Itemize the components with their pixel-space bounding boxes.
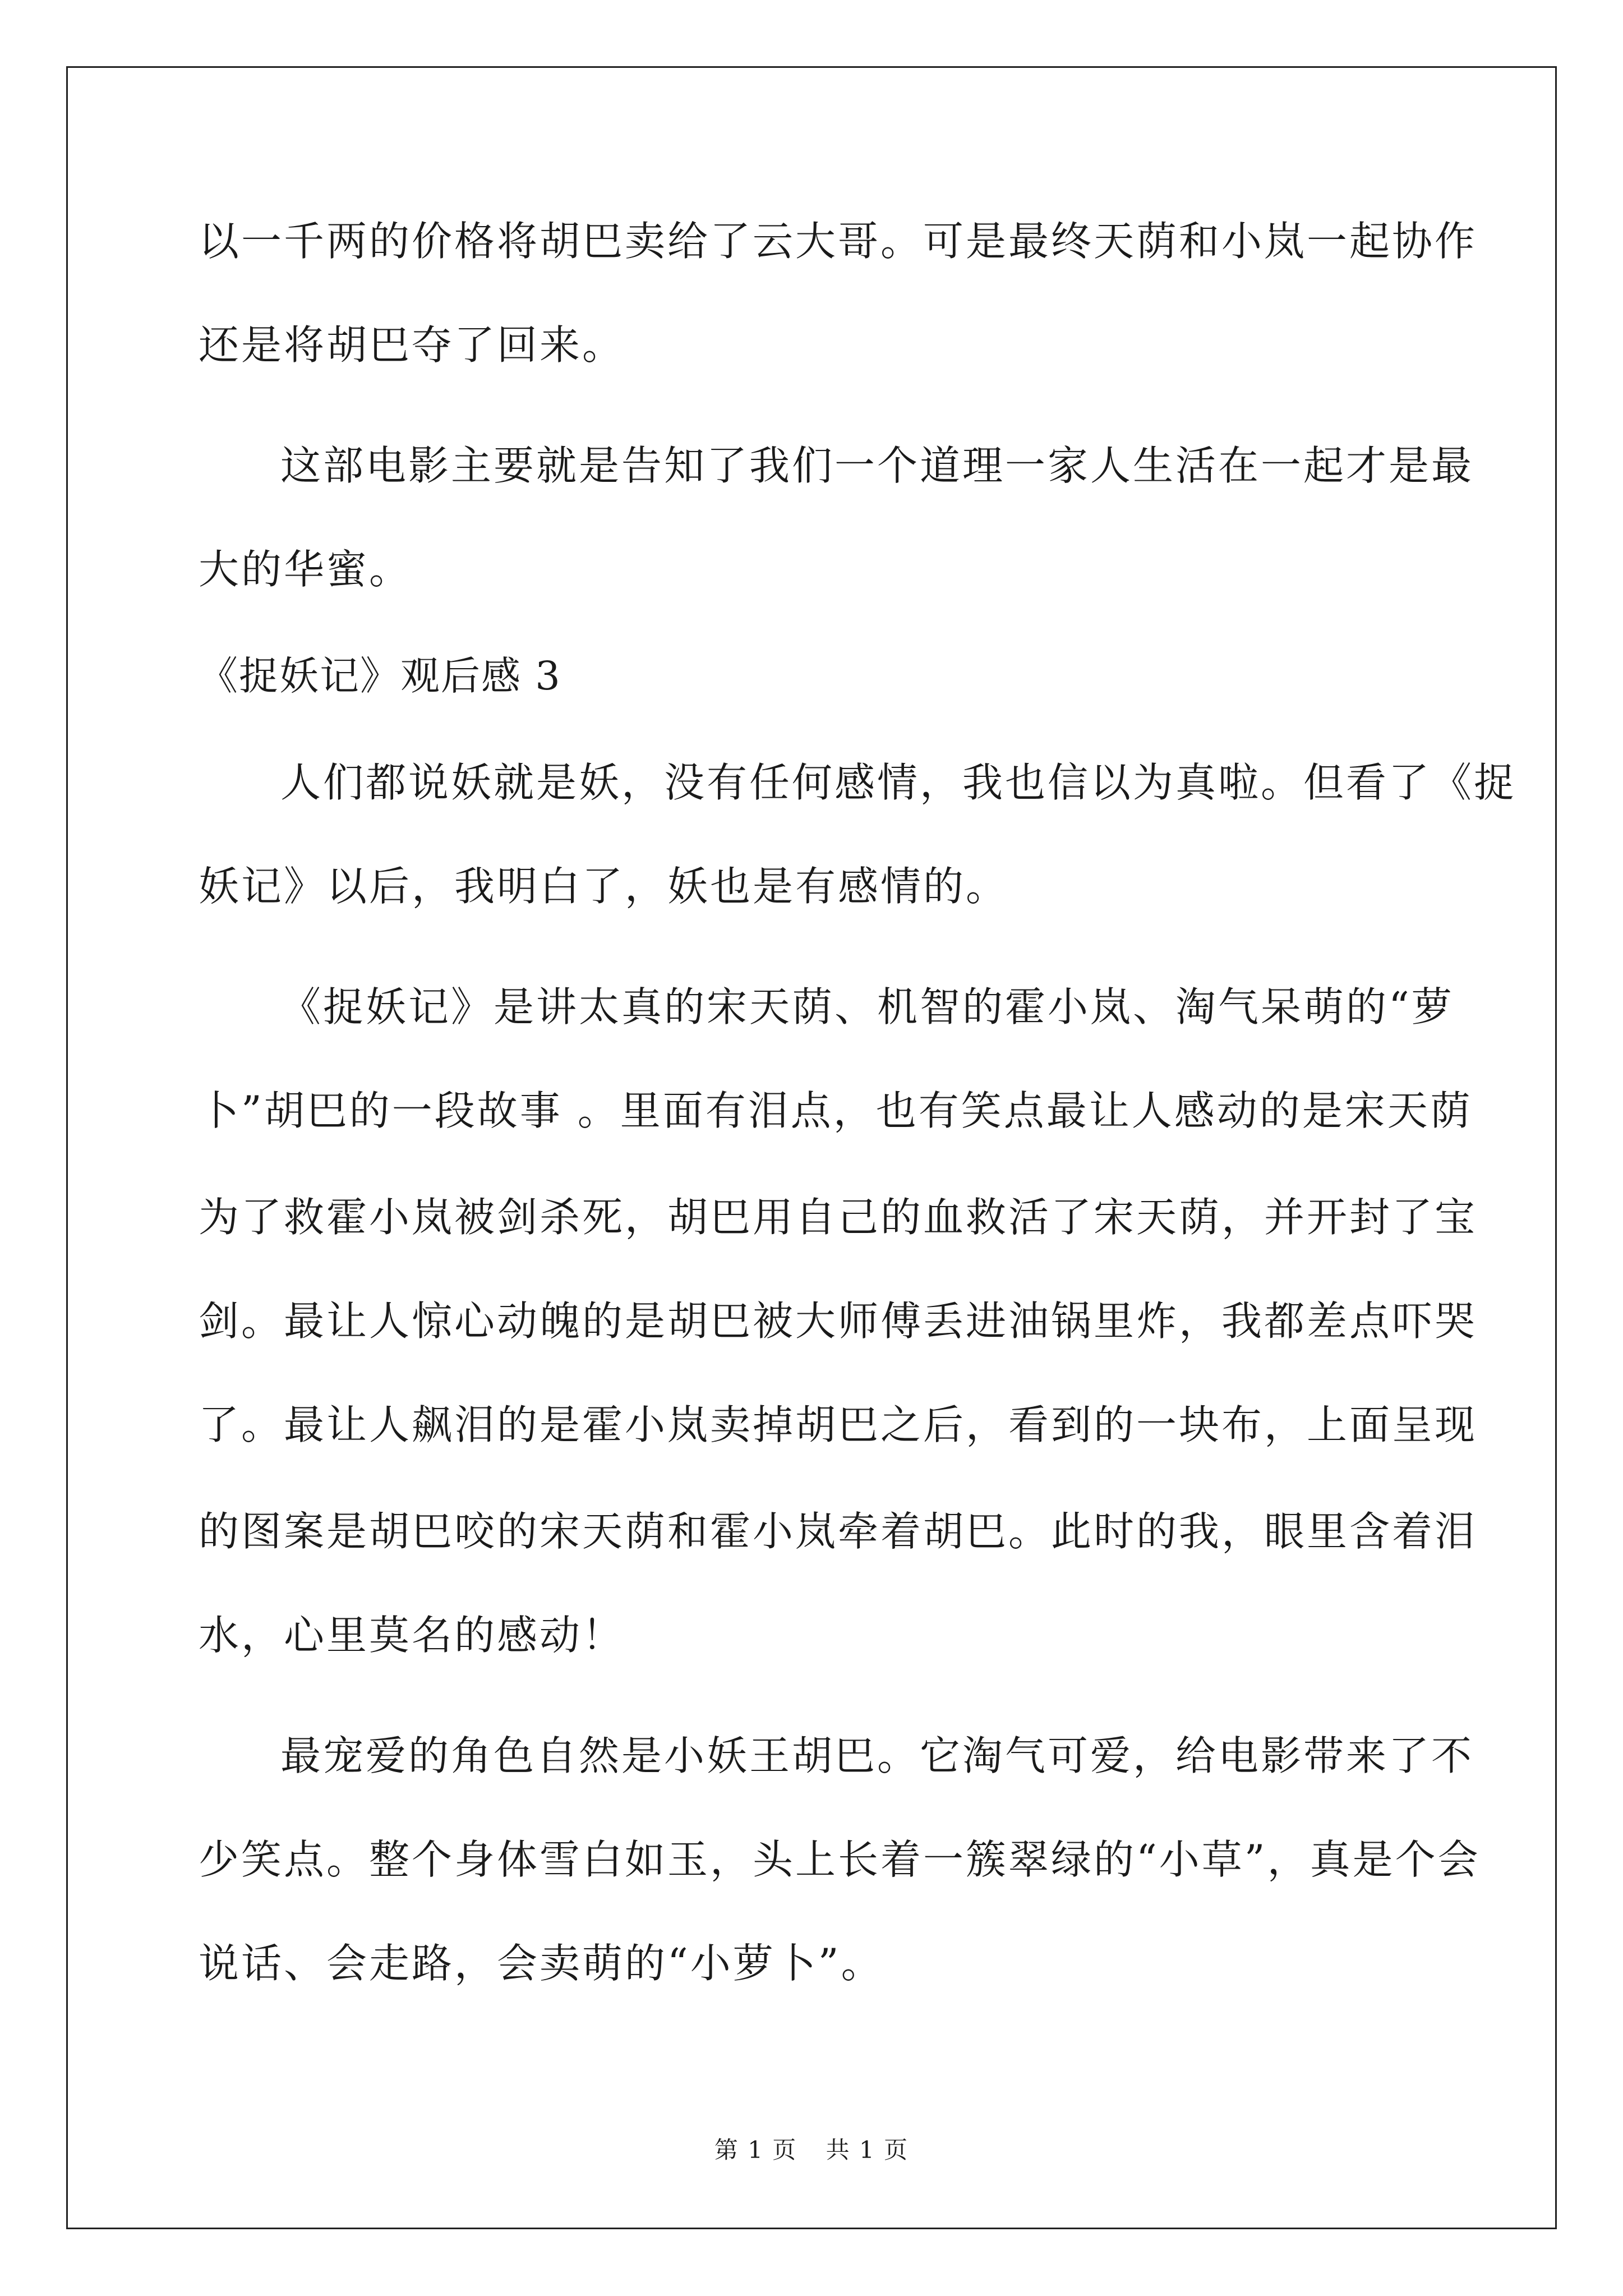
text-line: 《捉妖记》是讲太真的宋天荫、机智的霍小岚、淘气呆萌的“萝 [280, 983, 1454, 1030]
text-line: 人们都说妖就是妖，没有任何感情，我也信以为真啦。但看了《捉 [280, 759, 1517, 806]
text-line: 还是将胡巴夺了回来。 [199, 321, 625, 369]
text-line: 为了救霍小岚被剑杀死，胡巴用自己的血救活了宋天荫，并开封了宝 [199, 1194, 1478, 1241]
text-line: 剑。最让人惊心动魄的是胡巴被大师傅丢进油锅里炸，我都差点吓哭 [199, 1297, 1478, 1345]
text-line: 的图案是胡巴咬的宋天荫和霍小岚牵着胡巴。此时的我，眼里含着泪 [199, 1508, 1478, 1555]
section-heading: 《捉妖记》观后感 3 [199, 653, 561, 699]
text-line: 了。最让人飙泪的是霍小岚卖掉胡巴之后，看到的一块布，上面呈现 [199, 1401, 1478, 1448]
text-line: 少笑点。整个身体雪白如玉，头上长着一簇翠绿的“小草”，真是个会 [199, 1836, 1481, 1883]
text-line: 水，心里莫名的感动！ [199, 1612, 625, 1659]
page-frame [66, 66, 1557, 2229]
text-line: 大的华蜜。 [199, 546, 412, 593]
page-number: 第 1 页 [714, 2136, 797, 2164]
page-footer [0, 2132, 1623, 2165]
text-line: 说话、会走路，会卖萌的“小萝卜”。 [199, 1940, 884, 1987]
text-line: 卜”胡巴的一段故事 。里面有泪点，也有笑点最让人感动的是宋天荫 [199, 1087, 1473, 1134]
text-line: 妖记》以后，我明白了，妖也是有感情的。 [199, 863, 1009, 910]
text-line: 最宠爱的角色自然是小妖王胡巴。它淘气可爱，给电影带来了不 [280, 1732, 1474, 1779]
text-line: 以一千两的价格将胡巴卖给了云大哥。可是最终天荫和小岚一起协作 [199, 218, 1478, 265]
text-line: 这部电影主要就是告知了我们一个道理一家人生活在一起才是最 [280, 442, 1474, 489]
page-total: 共 1 页 [826, 2136, 909, 2164]
